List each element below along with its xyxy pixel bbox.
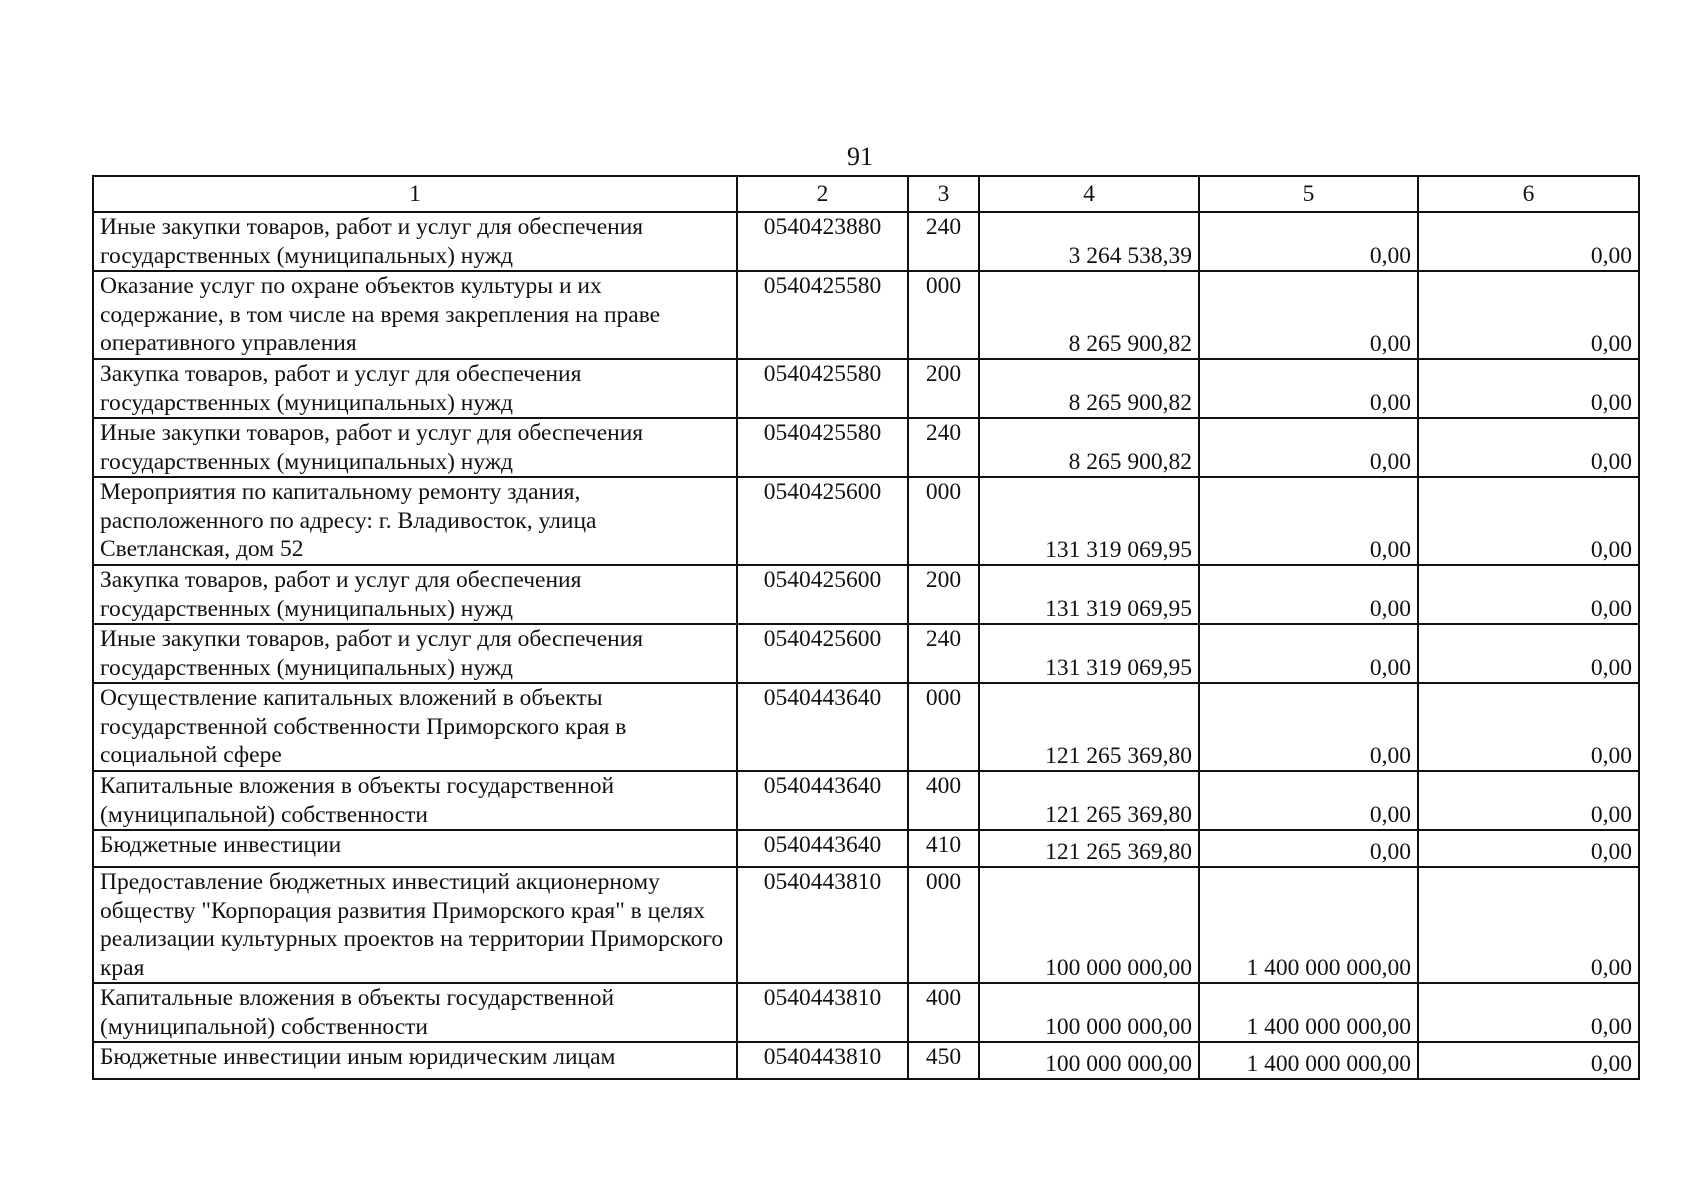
row-value-col5: 0,00 <box>1199 359 1418 418</box>
row-value-col5: 0,00 <box>1199 271 1418 359</box>
table-row <box>93 683 1639 771</box>
row-target-code: 0540443810 <box>737 867 908 983</box>
row-target-code: 0540425580 <box>737 271 908 359</box>
row-value-col6: 0,00 <box>1418 359 1639 418</box>
row-value-col6: 0,00 <box>1418 1042 1639 1079</box>
row-value-col4: 3 264 538,39 <box>979 212 1199 271</box>
table-row <box>93 418 1639 477</box>
column-header: 6 <box>1418 176 1639 212</box>
table-row <box>93 477 1639 565</box>
row-expense-type: 000 <box>908 477 979 565</box>
row-value-col4: 131 319 069,95 <box>979 477 1199 565</box>
row-expense-type: 000 <box>908 683 979 771</box>
row-target-code: 0540425600 <box>737 565 908 624</box>
row-name: Иные закупки товаров, работ и услуг для обеспечения государственных (муниципальных) нужд <box>93 624 737 683</box>
row-value-col6: 0,00 <box>1418 565 1639 624</box>
row-name: Закупка товаров, работ и услуг для обеспечения государственных (муниципальных) нужд <box>93 565 737 624</box>
row-expense-type: 400 <box>908 771 979 830</box>
column-header: 4 <box>979 176 1199 212</box>
row-name: Закупка товаров, работ и услуг для обеспечения государственных (муниципальных) нужд <box>93 359 737 418</box>
row-expense-type: 200 <box>908 565 979 624</box>
row-name: Предоставление бюджетных инвестиций акционерному обществу "Корпорация развития Приморского края" в целях реализации культурных проектов на территории Приморского края <box>93 867 737 983</box>
row-value-col6: 0,00 <box>1418 771 1639 830</box>
row-expense-type: 200 <box>908 359 979 418</box>
row-value-col4: 100 000 000,00 <box>979 1042 1199 1079</box>
row-expense-type: 240 <box>908 418 979 477</box>
row-target-code: 0540443810 <box>737 983 908 1042</box>
row-value-col4: 121 265 369,80 <box>979 830 1199 867</box>
table-header-row <box>93 176 1639 212</box>
row-name: Осуществление капитальных вложений в объекты государственной собственности Приморского края в социальной сфере <box>93 683 737 771</box>
row-target-code: 0540423880 <box>737 212 908 271</box>
row-value-col4: 8 265 900,82 <box>979 271 1199 359</box>
row-target-code: 0540425580 <box>737 418 908 477</box>
row-target-code: 0540425600 <box>737 477 908 565</box>
row-value-col6: 0,00 <box>1418 418 1639 477</box>
row-value-col4: 100 000 000,00 <box>979 867 1199 983</box>
row-target-code: 0540443640 <box>737 830 908 867</box>
row-value-col5: 1 400 000 000,00 <box>1199 983 1418 1042</box>
row-value-col6: 0,00 <box>1418 830 1639 867</box>
row-value-col5: 0,00 <box>1199 212 1418 271</box>
row-value-col5: 0,00 <box>1199 830 1418 867</box>
table-row <box>93 212 1639 271</box>
row-name: Бюджетные инвестиции иным юридическим лицам <box>93 1042 737 1079</box>
row-target-code: 0540425580 <box>737 359 908 418</box>
row-target-code: 0540425600 <box>737 624 908 683</box>
table-row <box>93 771 1639 830</box>
row-name: Оказание услуг по охране объектов культуры и их содержание, в том числе на время закрепления на праве оперативного управления <box>93 271 737 359</box>
row-value-col6: 0,00 <box>1418 683 1639 771</box>
row-name: Бюджетные инвестиции <box>93 830 737 867</box>
row-name: Иные закупки товаров, работ и услуг для обеспечения государственных (муниципальных) нужд <box>93 212 737 271</box>
row-target-code: 0540443640 <box>737 683 908 771</box>
table-row <box>93 983 1639 1042</box>
row-name: Мероприятия по капитальному ремонту здания, расположенного по адресу: г. Владивосток, улица Светланская, дом 52 <box>93 477 737 565</box>
row-expense-type: 240 <box>908 212 979 271</box>
table-row <box>93 271 1639 359</box>
row-value-col6: 0,00 <box>1418 867 1639 983</box>
row-expense-type: 000 <box>908 867 979 983</box>
table-row <box>93 1042 1639 1079</box>
row-expense-type: 410 <box>908 830 979 867</box>
column-header: 5 <box>1199 176 1418 212</box>
row-name: Капитальные вложения в объекты государственной (муниципальной) собственности <box>93 983 737 1042</box>
row-target-code: 0540443810 <box>737 1042 908 1079</box>
row-expense-type: 450 <box>908 1042 979 1079</box>
row-expense-type: 240 <box>908 624 979 683</box>
column-header: 2 <box>737 176 908 212</box>
row-value-col6: 0,00 <box>1418 212 1639 271</box>
row-expense-type: 400 <box>908 983 979 1042</box>
row-value-col4: 121 265 369,80 <box>979 683 1199 771</box>
budget-table <box>92 175 1640 1080</box>
row-value-col5: 1 400 000 000,00 <box>1199 867 1418 983</box>
table-row <box>93 624 1639 683</box>
row-value-col6: 0,00 <box>1418 477 1639 565</box>
column-header: 1 <box>93 176 737 212</box>
row-value-col4: 121 265 369,80 <box>979 771 1199 830</box>
page-number: 91 <box>847 142 873 171</box>
row-value-col5: 0,00 <box>1199 771 1418 830</box>
row-name: Капитальные вложения в объекты государственной (муниципальной) собственности <box>93 771 737 830</box>
row-value-col5: 0,00 <box>1199 624 1418 683</box>
row-value-col6: 0,00 <box>1418 983 1639 1042</box>
table-row <box>93 830 1639 867</box>
row-value-col6: 0,00 <box>1418 271 1639 359</box>
row-value-col5: 0,00 <box>1199 477 1418 565</box>
row-expense-type: 000 <box>908 271 979 359</box>
column-header: 3 <box>908 176 979 212</box>
row-value-col5: 0,00 <box>1199 418 1418 477</box>
row-value-col4: 100 000 000,00 <box>979 983 1199 1042</box>
table-row <box>93 359 1639 418</box>
row-value-col5: 0,00 <box>1199 683 1418 771</box>
row-value-col4: 8 265 900,82 <box>979 418 1199 477</box>
row-target-code: 0540443640 <box>737 771 908 830</box>
row-value-col5: 0,00 <box>1199 565 1418 624</box>
table-row <box>93 565 1639 624</box>
row-value-col4: 131 319 069,95 <box>979 565 1199 624</box>
table-row <box>93 867 1639 983</box>
row-value-col4: 131 319 069,95 <box>979 624 1199 683</box>
row-value-col6: 0,00 <box>1418 624 1639 683</box>
row-value-col5: 1 400 000 000,00 <box>1199 1042 1418 1079</box>
row-value-col4: 8 265 900,82 <box>979 359 1199 418</box>
row-name: Иные закупки товаров, работ и услуг для обеспечения государственных (муниципальных) нужд <box>93 418 737 477</box>
